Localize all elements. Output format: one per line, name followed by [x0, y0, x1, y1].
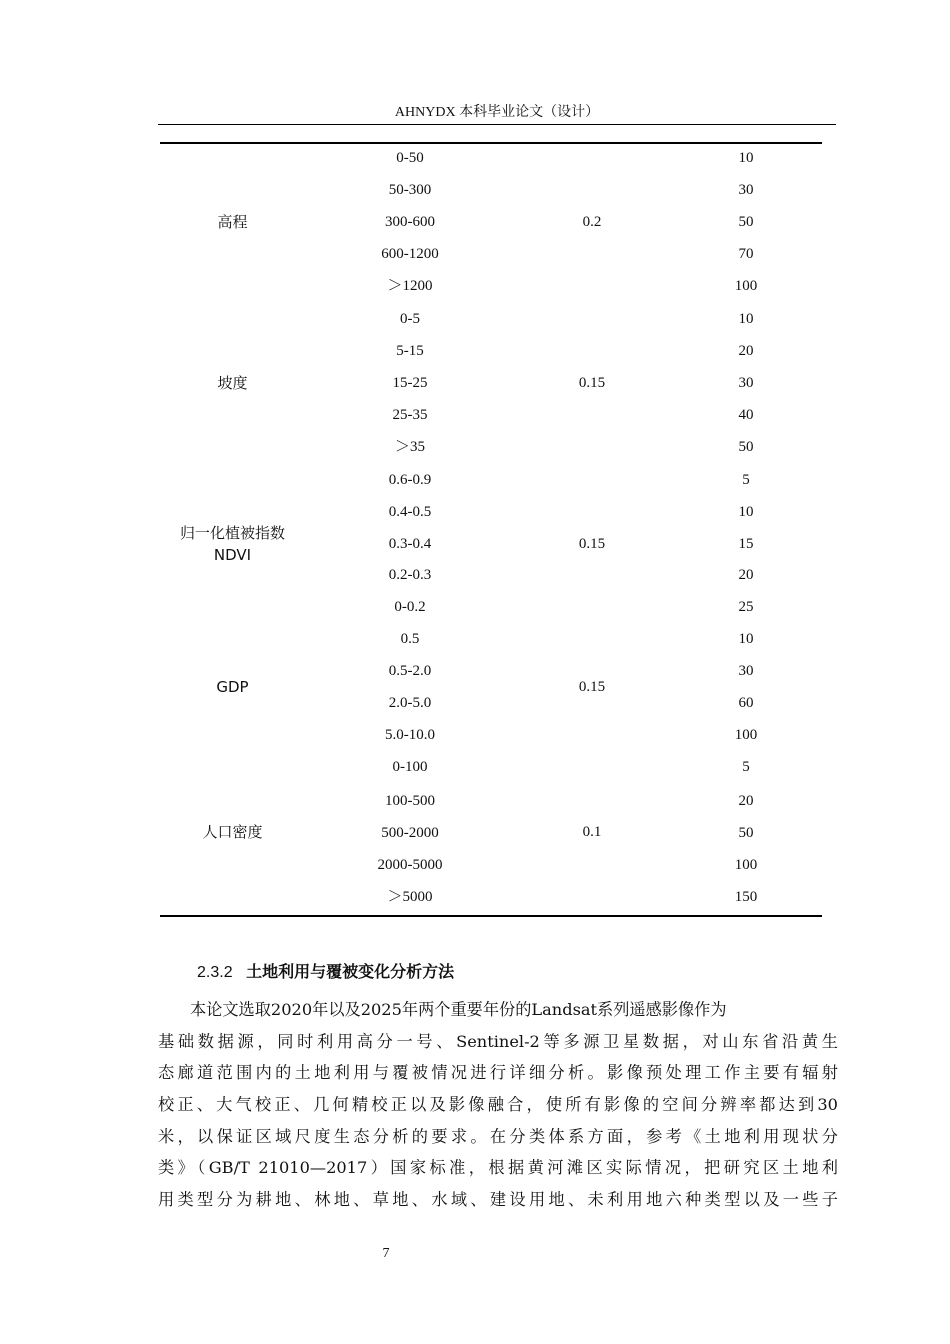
page-number: 7	[382, 1246, 390, 1261]
factor-cell	[160, 522, 305, 566]
factor-name: 人口密度	[202, 823, 263, 841]
score-cell: 30	[738, 182, 754, 198]
range-cell: 500-2000	[381, 825, 439, 841]
range-cell: ＞1200	[387, 278, 433, 294]
range-cell: 0.3-0.4	[388, 536, 432, 552]
range-cell: ＞5000	[387, 889, 433, 905]
factor-name: NDVI	[213, 545, 252, 564]
score-cell: 70	[738, 246, 754, 262]
table-top-rule	[160, 142, 822, 144]
weight-cell: 0.15	[578, 375, 606, 391]
score-cell: 10	[738, 311, 754, 327]
score-cell: 20	[738, 793, 754, 809]
range-cell: 600-1200	[381, 246, 439, 262]
score-cell: 5	[742, 759, 750, 775]
paragraph-line: 类》（GB/T 21010—2017）国家标准，根据黄河滩区实际情况，把研究区土地利	[158, 1158, 838, 1178]
factor-cell	[160, 211, 305, 233]
score-cell: 5	[742, 472, 750, 488]
score-cell: 100	[734, 727, 758, 743]
score-cell: 100	[734, 278, 758, 294]
factor-name: 坡度	[217, 374, 248, 392]
paragraph-line: 本论文选取2020年以及2025年两个重要年份的Landsat系列遥感影像作为	[190, 1000, 727, 1019]
score-cell: 20	[738, 343, 754, 359]
range-cell: 2000-5000	[377, 857, 443, 873]
weight-cell: 0.1	[582, 824, 602, 840]
range-cell: 5-15	[396, 343, 424, 359]
range-cell: 0-50	[396, 150, 424, 166]
section-title: 土地利用与覆被变化分析方法	[246, 962, 455, 981]
range-cell: 100-500	[385, 793, 435, 809]
factor-name: 归一化植被指数	[179, 523, 285, 542]
table-bottom-rule	[160, 915, 822, 917]
score-cell: 20	[738, 567, 754, 583]
paragraph-line: 用类型分为耕地、林地、草地、水域、建设用地、未利用地六种类型以及一些子	[158, 1190, 838, 1210]
paragraph-line: 基础数据源，同时利用高分一号、Sentinel-2等多源卫星数据，对山东省沿黄生	[158, 1031, 838, 1051]
body-paragraph	[158, 994, 838, 1216]
weight-cell: 0.15	[578, 679, 606, 695]
section-heading	[197, 960, 454, 985]
range-cell: 0-0.2	[394, 599, 426, 615]
factor-cell	[160, 821, 305, 843]
score-cell: 10	[738, 150, 754, 166]
range-cell: 0.6-0.9	[388, 472, 432, 488]
range-cell: 0.5	[400, 631, 420, 647]
range-cell: 2.0-5.0	[388, 695, 432, 711]
paragraph-line: 态廊道范围内的土地利用与覆被情况进行详细分析。影像预处理工作主要有辐射	[158, 1063, 838, 1083]
paragraph-line: 校正、大气校正、几何精校正以及影像融合，使所有影像的空间分辨率都达到30	[158, 1095, 838, 1115]
range-cell: 50-300	[388, 182, 432, 198]
weight-cell: 0.15	[578, 535, 606, 552]
range-cell: 0.2-0.3	[388, 567, 432, 583]
paragraph-line: 米，以保证区域尺度生态分析的要求。在分类体系方面，参考《土地利用现状分	[158, 1126, 838, 1146]
score-cell: 25	[738, 599, 754, 615]
score-cell: 100	[734, 857, 758, 873]
range-cell: 25-35	[392, 407, 428, 423]
range-cell: 15-25	[392, 375, 428, 391]
factor-name: 高程	[217, 213, 248, 231]
score-cell: 30	[738, 663, 754, 679]
score-cell: 50	[738, 825, 754, 841]
score-cell: 10	[738, 631, 754, 647]
factor-name: GDP	[216, 678, 249, 696]
section-number: 2.3.2	[197, 964, 233, 981]
range-cell: 300-600	[385, 214, 435, 230]
factor-cell	[160, 372, 305, 394]
range-cell: ＞35	[394, 439, 425, 455]
score-cell: 30	[738, 375, 754, 391]
score-cell: 40	[738, 407, 754, 423]
score-cell: 50	[738, 214, 754, 230]
range-cell: 0.5-2.0	[388, 663, 432, 679]
score-cell: 15	[738, 536, 754, 552]
range-cell: 0-100	[392, 759, 428, 775]
score-cell: 50	[738, 439, 754, 455]
page-header: AHNYDX 本科毕业论文（设计）	[394, 105, 600, 120]
range-cell: 0.4-0.5	[388, 504, 432, 520]
factor-cell	[160, 676, 305, 698]
range-cell: 0-5	[400, 311, 420, 327]
score-cell: 150	[734, 889, 758, 905]
range-cell: 5.0-10.0	[385, 727, 435, 743]
score-cell: 60	[738, 695, 754, 711]
weight-cell: 0.2	[582, 214, 602, 230]
score-cell: 10	[738, 504, 754, 520]
header-rule	[158, 124, 836, 125]
